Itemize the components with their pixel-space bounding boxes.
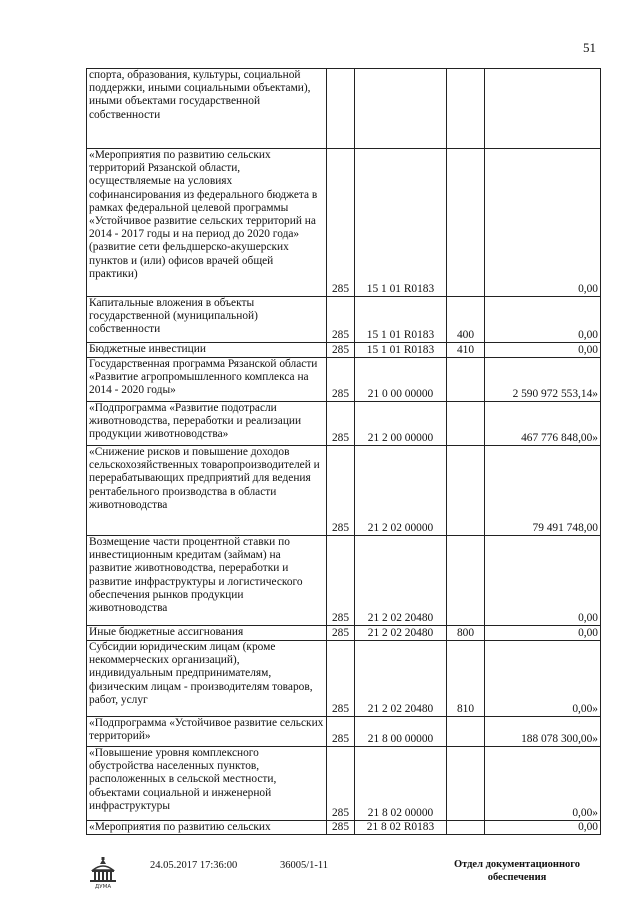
row-code: 21 2 02 00000 (355, 446, 447, 536)
row-kind: 810 (447, 641, 485, 717)
page-number: 51 (583, 40, 596, 55)
row-name: Бюджетные инвестиции (87, 343, 327, 358)
row-sum: 2 590 972 553,14» (485, 358, 601, 402)
row-kind: 410 (447, 343, 485, 358)
row-code: 15 1 01 R0183 (355, 343, 447, 358)
row-ministry: 285 (327, 747, 355, 821)
row-kind: 400 (447, 297, 485, 343)
row-sum: 0,00 (485, 536, 601, 626)
row-sum: 0,00» (485, 747, 601, 821)
row-ministry: 285 (327, 641, 355, 717)
row-name: Субсидии юридическим лицам (кроме некоммерческих организаций), индивидуальным предпринимателям, физическим лицам - производителям товаров, работ, услуг (87, 641, 327, 717)
stamp-doc-number: 36005/1-11 (280, 860, 329, 871)
department-stamp (447, 858, 587, 884)
row-kind (447, 446, 485, 536)
footer (0, 856, 640, 896)
row-ministry: 285 (327, 297, 355, 343)
row-ministry: 285 (327, 343, 355, 358)
row-kind (447, 402, 485, 446)
row-sum: 0,00 (485, 297, 601, 343)
row-ministry: 285 (327, 821, 355, 835)
row-code: 21 8 00 00000 (355, 717, 447, 747)
row-kind (447, 358, 485, 402)
row-code: 21 2 02 20480 (355, 536, 447, 626)
table-row (87, 446, 601, 536)
row-code: 21 8 02 R0183 (355, 821, 447, 835)
table-row (87, 149, 601, 297)
row-code: 15 1 01 R0183 (355, 297, 447, 343)
row-ministry: 285 (327, 402, 355, 446)
table-row (87, 297, 601, 343)
table-row (87, 641, 601, 717)
row-kind (447, 821, 485, 835)
row-name: Иные бюджетные ассигнования (87, 626, 327, 641)
row-code: 21 2 00 00000 (355, 402, 447, 446)
row-ministry: 285 (327, 626, 355, 641)
logo-text: ДУМА (94, 884, 112, 890)
row-name: «Повышение уровня комплексного обустройства населенных пунктов, расположенных в сельской местности, объектами социальной и инженерной инфраструктуры (87, 747, 327, 821)
row-sum: 79 491 748,00 (485, 446, 601, 536)
stamp-date: 24.05.2017 17:36:00 (150, 860, 238, 871)
row-code: 21 2 02 20480 (355, 641, 447, 717)
row-code: 21 8 02 00000 (355, 747, 447, 821)
row-sum: 467 776 848,00» (485, 402, 601, 446)
row-ministry: 285 (327, 536, 355, 626)
row-sum (485, 69, 601, 149)
row-ministry: 285 (327, 149, 355, 297)
row-code: 21 2 02 20480 (355, 626, 447, 641)
table-row (87, 402, 601, 446)
budget-table-body (87, 69, 601, 835)
row-sum: 0,00 (485, 821, 601, 835)
table-row (87, 358, 601, 402)
row-sum: 0,00» (485, 641, 601, 717)
row-name: «Мероприятия по развитию сельских территорий Рязанской области, осуществляемые на условиях софинансирования из федерального бюджета в рамках федеральной целевой программы «Устойчивое развитие сельских территорий на 2014 - 2017 годы и на период до 2020 года» (развитие сети фельдшерско-акушерских пунктов и (или) офисов врачей общей практики) (87, 149, 327, 297)
department-line-1: Отдел документационного (453, 859, 581, 870)
row-name: Возмещение части процентной ставки по инвестиционным кредитам (займам) на развитие животноводства, переработки и развитие инфраструктуры и логистического обеспечения рынков продукции животноводства (87, 536, 327, 626)
row-ministry: 285 (327, 358, 355, 402)
row-ministry: 285 (327, 446, 355, 536)
row-kind (447, 717, 485, 747)
row-name: «Мероприятия по развитию сельских (87, 821, 327, 835)
row-code (355, 69, 447, 149)
row-kind (447, 149, 485, 297)
table-row (87, 69, 601, 149)
table-row (87, 747, 601, 821)
row-kind (447, 747, 485, 821)
row-ministry: 285 (327, 717, 355, 747)
duma-logo-icon (86, 856, 120, 890)
row-name: «Снижение рисков и повышение доходов сельскохозяйственных товаропроизводителей и перерабатывающих предприятий для ведения рентабельного производства в области животноводства (87, 446, 327, 536)
row-kind (447, 536, 485, 626)
table-row (87, 626, 601, 641)
row-sum: 188 078 300,00» (485, 717, 601, 747)
row-sum: 0,00 (485, 343, 601, 358)
table-row (87, 343, 601, 358)
budget-table (86, 68, 601, 835)
row-name: Капитальные вложения в объекты государственной (муниципальной) собственности (87, 297, 327, 343)
row-kind: 800 (447, 626, 485, 641)
table-row (87, 717, 601, 747)
department-line-2: обеспечения (487, 872, 547, 883)
row-name: «Подпрограмма «Устойчивое развитие сельских территорий» (87, 717, 327, 747)
row-ministry (327, 69, 355, 149)
row-name: спорта, образования, культуры, социальной поддержки, иными социальными объектами), иными объектами государственной собственности (87, 69, 327, 149)
table-row (87, 536, 601, 626)
row-kind (447, 69, 485, 149)
row-sum: 0,00 (485, 149, 601, 297)
row-sum: 0,00 (485, 626, 601, 641)
row-name: Государственная программа Рязанской области «Развитие агропромышленного комплекса на 2014 - 2020 годы» (87, 358, 327, 402)
row-code: 21 0 00 00000 (355, 358, 447, 402)
row-name: «Подпрограмма «Развитие подотрасли животноводства, переработки и реализации продукции животноводства» (87, 402, 327, 446)
row-code: 15 1 01 R0183 (355, 149, 447, 297)
table-row (87, 821, 601, 835)
